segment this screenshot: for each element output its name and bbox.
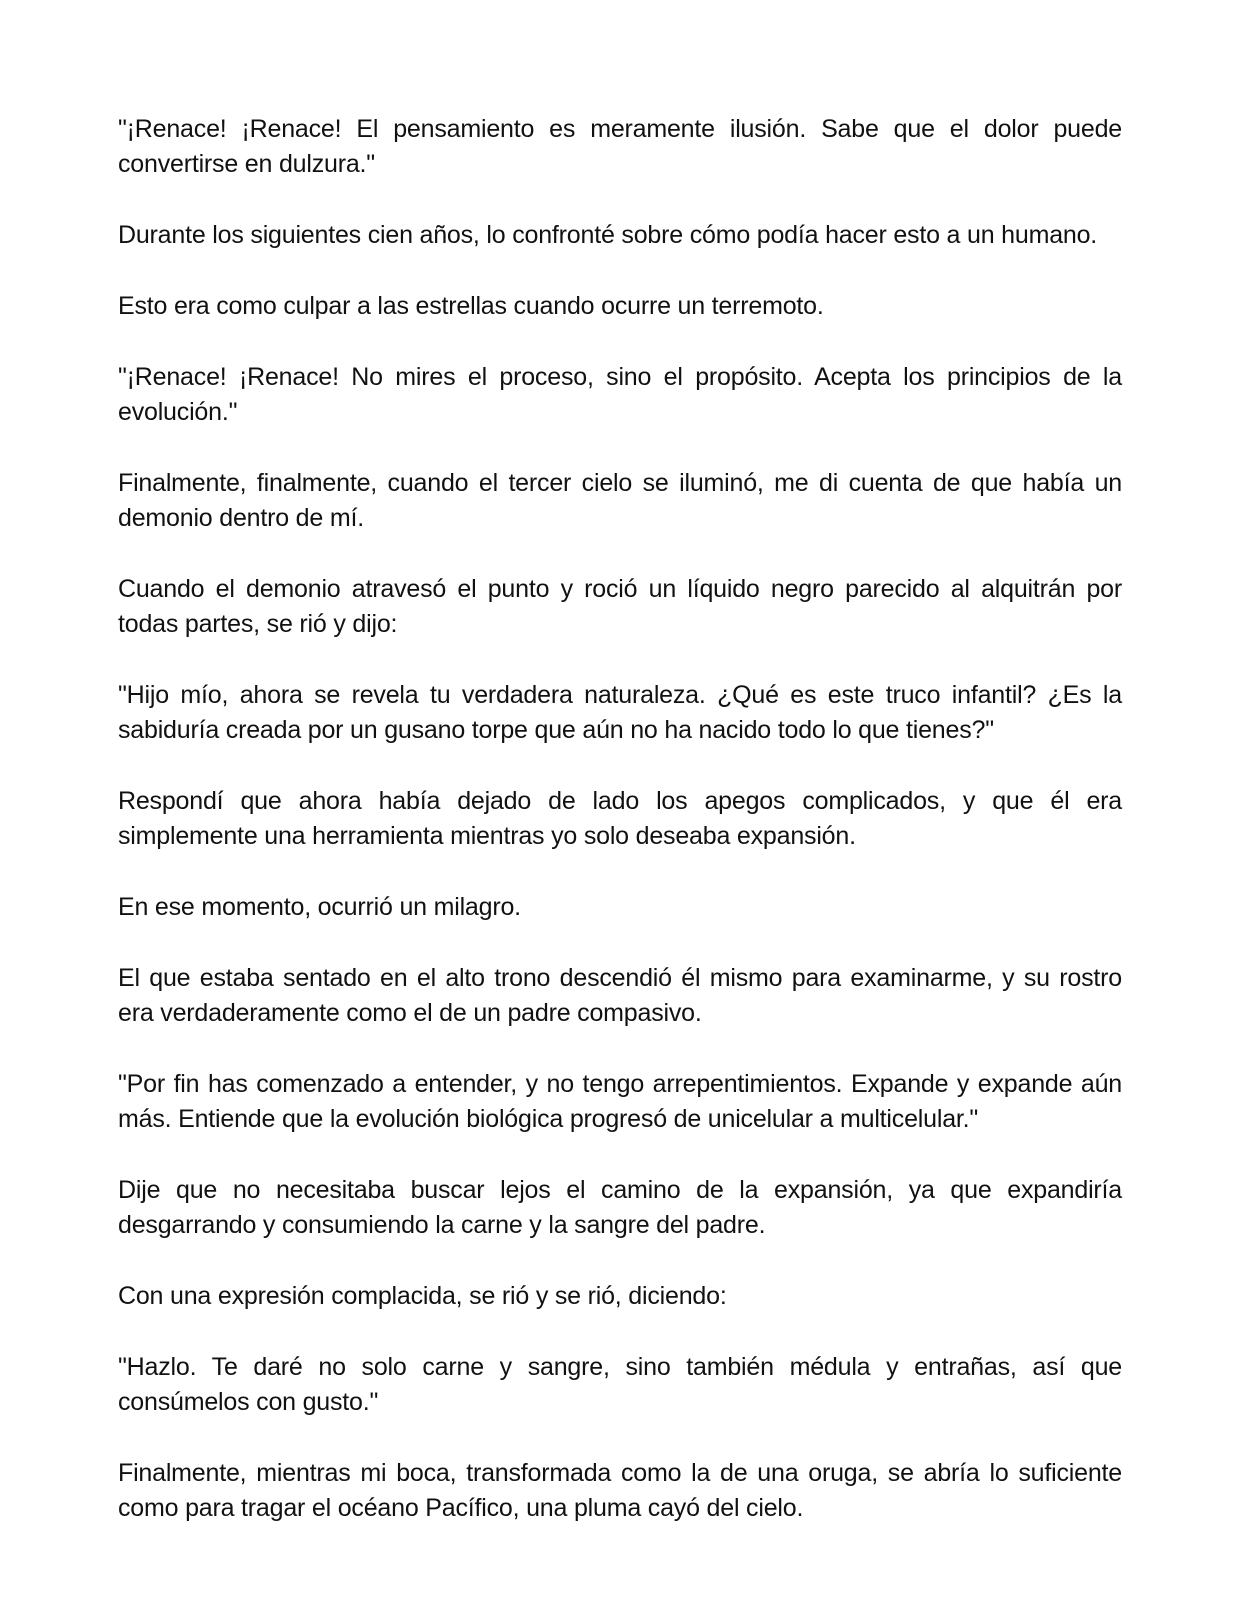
paragraph-14: "Hazlo. Te daré no solo carne y sangre, sino también médula y entrañas, así que consúmelos con gusto."	[118, 1353, 1122, 1416]
paragraph-11: "Por fin has comenzado a entender, y no tengo arrepentimientos. Expande y expande aún más. Entiende que la evolución biológica progresó de unicelular a multicelular."	[118, 1070, 1122, 1133]
paragraph-8: Respondí que ahora había dejado de lado los apegos complicados, y que él era simplemente una herramienta mientras yo solo deseaba expansión.	[118, 787, 1122, 850]
document-page	[118, 112, 1122, 1562]
paragraph-10: El que estaba sentado en el alto trono descendió él mismo para examinarme, y su rostro era verdaderamente como el de un padre compasivo.	[118, 964, 1122, 1027]
paragraph-4: "¡Renace! ¡Renace! No mires el proceso, sino el propósito. Acepta los principios de la evolución."	[118, 363, 1122, 426]
paragraph-13: Con una expresión complacida, se rió y se rió, diciendo:	[118, 1282, 727, 1310]
paragraph-3: Esto era como culpar a las estrellas cuando ocurre un terremoto.	[118, 292, 824, 320]
paragraph-9: En ese momento, ocurrió un milagro.	[118, 893, 521, 921]
paragraph-1: "¡Renace! ¡Renace! El pensamiento es meramente ilusión. Sabe que el dolor puede convertirse en dulzura."	[118, 115, 1122, 178]
paragraph-12: Dije que no necesitaba buscar lejos el camino de la expansión, ya que expandiría desgarrando y consumiendo la carne y la sangre del padre.	[118, 1176, 1122, 1239]
paragraph-5: Finalmente, finalmente, cuando el tercer cielo se iluminó, me di cuenta de que había un demonio dentro de mí.	[118, 469, 1122, 532]
paragraph-6: Cuando el demonio atravesó el punto y roció un líquido negro parecido al alquitrán por todas partes, se rió y dijo:	[118, 575, 1122, 638]
paragraph-2: Durante los siguientes cien años, lo confronté sobre cómo podía hacer esto a un humano.	[118, 221, 1098, 249]
paragraph-7: "Hijo mío, ahora se revela tu verdadera naturaleza. ¿Qué es este truco infantil? ¿Es la sabiduría creada por un gusano torpe que aún no ha nacido todo lo que tienes?"	[118, 681, 1122, 744]
paragraph-15: Finalmente, mientras mi boca, transformada como la de una oruga, se abría lo suficiente como para tragar el océano Pacífico, una pluma cayó del cielo.	[118, 1459, 1122, 1522]
